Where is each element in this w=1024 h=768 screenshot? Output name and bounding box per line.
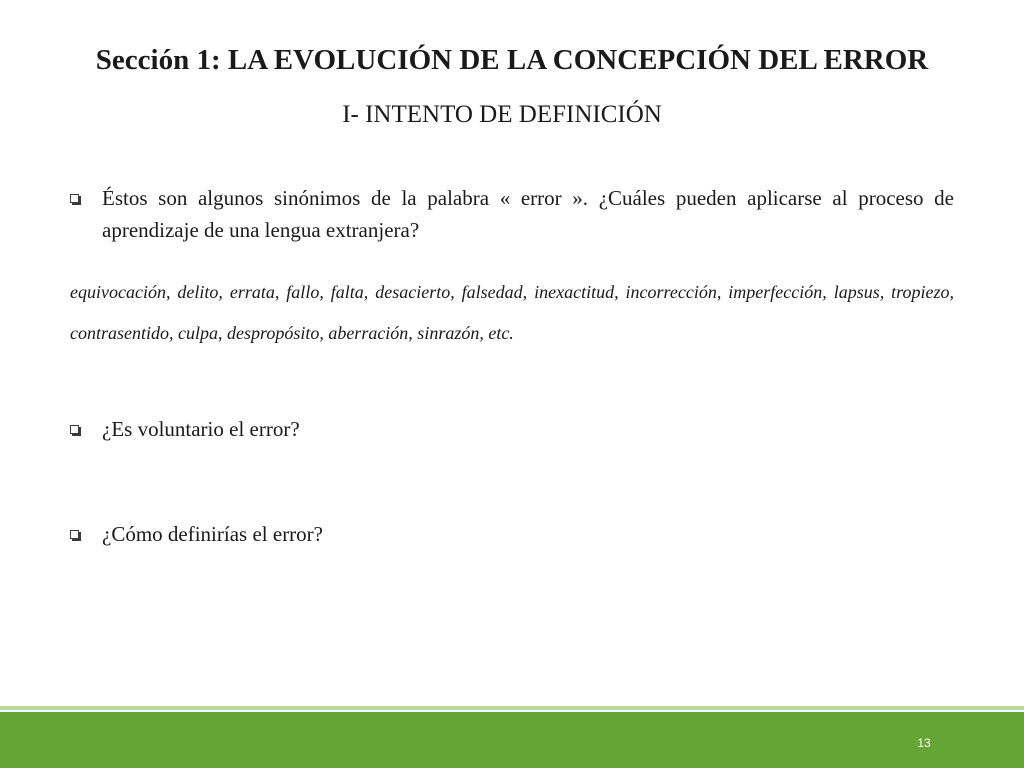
bullet-text: Éstos son algunos sinónimos de la palabra « error ». ¿Cuáles pueden aplicarse al proceso de aprendizaje de una lengua extranjera? [102, 186, 954, 242]
page-number: 13 [917, 736, 931, 750]
footer-bar [0, 712, 1024, 768]
square-bullet-icon [70, 425, 79, 434]
square-bullet-icon [70, 194, 79, 203]
bullet-text: ¿Cómo definirías el error? [102, 522, 323, 546]
slide-title: Sección 1: LA EVOLUCIÓN DE LA CONCEPCIÓN DEL ERROR [95, 44, 929, 76]
bullet-item-voluntary-question [70, 413, 954, 445]
bullet-item-definition-question [70, 518, 954, 550]
square-bullet-icon [70, 530, 79, 539]
slide-subtitle [0, 98, 1024, 132]
bullet-item-synonyms-question [70, 182, 954, 246]
footer-divider [0, 706, 1024, 710]
bullet-text: ¿Es voluntario el error? [102, 417, 300, 441]
synonyms-list: equivocación, delito, errata, fallo, falta, desacierto, falsedad, inexactitud, incorrección, imperfección, lapsus, tropiezo, contrasentido, culpa, despropósito, aberración, sinrazón, etc. [70, 282, 954, 343]
subtitle-text: I- INTENTO DE DEFINICIÓN [342, 101, 662, 128]
